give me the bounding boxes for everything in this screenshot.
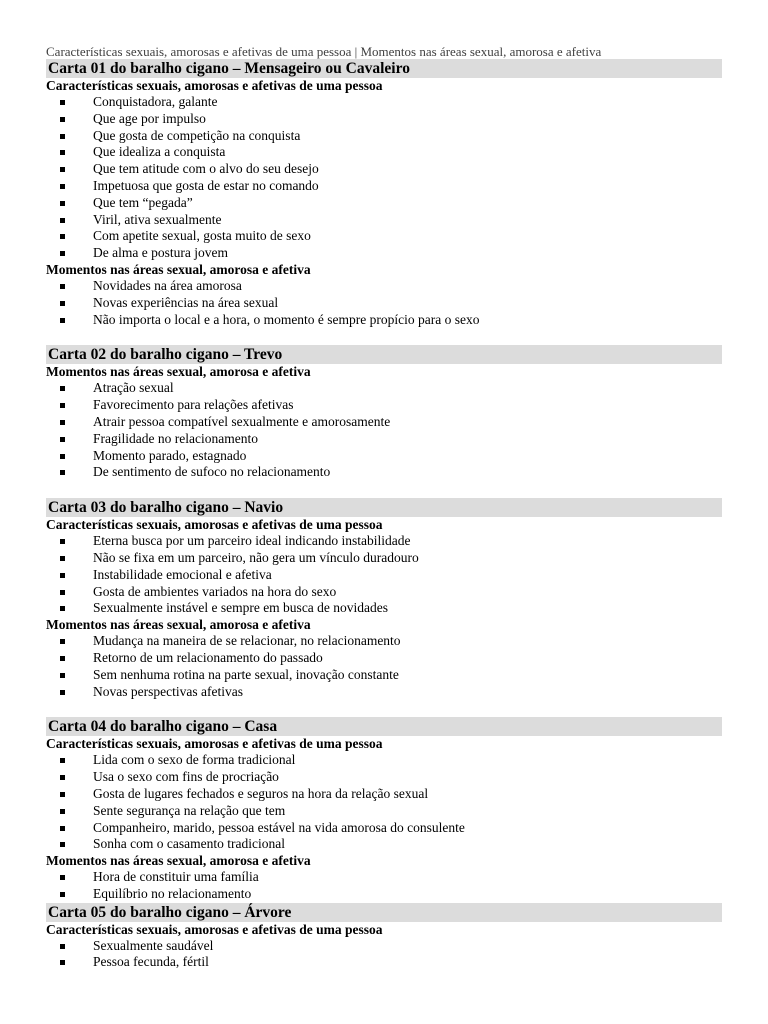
card-section — [46, 903, 722, 972]
card-title: Carta 04 do baralho cigano – Casa — [46, 717, 722, 736]
section-heading: Momentos nas áreas sexual, amorosa e afetiva — [46, 617, 311, 633]
bullet-list — [46, 94, 722, 262]
card-section — [46, 345, 722, 481]
list-item — [46, 938, 722, 955]
section-heading: Características sexuais, amorosas e afetivas de uma pessoa — [46, 517, 383, 533]
list-item-text: Não importa o local e a hora, o momento é sempre propício para o sexo — [93, 311, 480, 327]
square-bullet-icon — [60, 470, 65, 475]
bullet-list — [46, 752, 722, 853]
list-item — [46, 278, 722, 295]
list-item — [46, 464, 722, 481]
list-item-text: Impetuosa que gosta de estar no comando — [93, 177, 319, 193]
list-item — [46, 633, 722, 650]
list-item — [46, 128, 722, 145]
list-item — [46, 195, 722, 212]
square-bullet-icon — [60, 842, 65, 847]
list-item — [46, 820, 722, 837]
bullet-list — [46, 278, 722, 328]
list-item-text: Que idealiza a conquista — [93, 144, 226, 160]
square-bullet-icon — [60, 809, 65, 814]
card-title: Carta 05 do baralho cigano – Árvore — [46, 903, 722, 922]
list-item — [46, 414, 722, 431]
square-bullet-icon — [60, 318, 65, 323]
square-bullet-icon — [60, 403, 65, 408]
section-heading: Características sexuais, amorosas e afetivas de uma pessoa — [46, 736, 383, 752]
square-bullet-icon — [60, 284, 65, 289]
list-item — [46, 94, 722, 111]
square-bullet-icon — [60, 150, 65, 155]
list-item-text: Conquistadora, galante — [93, 94, 218, 109]
bullet-list — [46, 633, 722, 700]
list-item-text: De sentimento de sufoco no relacionamento — [93, 464, 331, 480]
list-item-text: Companheiro, marido, pessoa estável na vida amorosa do consulente — [93, 819, 465, 835]
list-item — [46, 684, 722, 701]
square-bullet-icon — [60, 656, 65, 661]
list-item — [46, 228, 722, 245]
square-bullet-icon — [60, 639, 65, 644]
square-bullet-icon — [60, 218, 65, 223]
list-item-text: Instabilidade emocional e afetiva — [93, 566, 272, 582]
list-item-text: Novas experiências na área sexual — [93, 294, 279, 310]
square-bullet-icon — [60, 792, 65, 797]
list-item — [46, 752, 722, 769]
list-item-text: Sexualmente saudável — [93, 937, 214, 953]
square-bullet-icon — [60, 960, 65, 965]
square-bullet-icon — [60, 100, 65, 105]
list-item-text: Novas perspectivas afetivas — [93, 683, 243, 699]
list-item-text: Que tem atitude com o alvo do seu desejo — [93, 161, 319, 177]
list-item-text: Novidades na área amorosa — [93, 277, 242, 293]
square-bullet-icon — [60, 437, 65, 442]
list-item-text: Que tem “pegada” — [93, 194, 193, 210]
list-item — [46, 245, 722, 262]
square-bullet-icon — [60, 758, 65, 763]
square-bullet-icon — [60, 117, 65, 122]
document-page — [46, 44, 722, 971]
list-item — [46, 550, 722, 567]
square-bullet-icon — [60, 201, 65, 206]
list-item — [46, 869, 722, 886]
section-heading: Momentos nas áreas sexual, amorosa e afetiva — [46, 853, 311, 869]
square-bullet-icon — [60, 690, 65, 695]
card-section — [46, 498, 722, 700]
list-item — [46, 380, 722, 397]
list-item-text: Que gosta de competição na conquista — [93, 127, 301, 143]
list-item-text: Gosta de ambientes variados na hora do sexo — [93, 583, 337, 599]
square-bullet-icon — [60, 301, 65, 306]
list-item-text: Hora de constituir uma família — [93, 869, 259, 885]
list-item — [46, 650, 722, 667]
list-item — [46, 567, 722, 584]
square-bullet-icon — [60, 184, 65, 189]
card-title: Carta 03 do baralho cigano – Navio — [46, 498, 722, 517]
square-bullet-icon — [60, 234, 65, 239]
list-item — [46, 111, 722, 128]
list-item-text: Sexualmente instável e sempre em busca de novidades — [93, 600, 389, 616]
list-item — [46, 600, 722, 617]
list-item-text: Viril, ativa sexualmente — [93, 211, 222, 227]
square-bullet-icon — [60, 673, 65, 678]
list-item — [46, 431, 722, 448]
list-item — [46, 584, 722, 601]
section-heading: Momentos nas áreas sexual, amorosa e afetiva — [46, 261, 311, 277]
list-item-text: Com apetite sexual, gosta muito de sexo — [93, 228, 311, 244]
list-item — [46, 312, 722, 329]
list-item — [46, 786, 722, 803]
square-bullet-icon — [60, 556, 65, 561]
square-bullet-icon — [60, 454, 65, 459]
list-item-text: Sonha com o casamento tradicional — [93, 836, 285, 852]
square-bullet-icon — [60, 134, 65, 139]
list-item-text: Que age por impulso — [93, 110, 206, 126]
running-header: Características sexuais, amorosas e afetivas de uma pessoa | Momentos nas áreas sexual, amorosa e afetiva — [46, 44, 602, 59]
list-item-text: Gosta de lugares fechados e seguros na hora da relação sexual — [93, 785, 429, 801]
list-item-text: Lida com o sexo de forma tradicional — [93, 752, 296, 768]
list-item — [46, 667, 722, 684]
square-bullet-icon — [60, 167, 65, 172]
list-item-text: Eterna busca por um parceiro ideal indicando instabilidade — [93, 533, 411, 549]
list-item-text: Equilíbrio no relacionamento — [93, 885, 252, 901]
card-section — [46, 717, 722, 902]
square-bullet-icon — [60, 892, 65, 897]
list-item — [46, 448, 722, 465]
bullet-list — [46, 380, 722, 481]
bullet-list — [46, 938, 722, 972]
card-title: Carta 02 do baralho cigano – Trevo — [46, 345, 722, 364]
square-bullet-icon — [60, 386, 65, 391]
list-item-text: Mudança na maneira de se relacionar, no relacionamento — [93, 633, 401, 649]
card-list — [46, 59, 722, 971]
list-item — [46, 769, 722, 786]
section-heading: Características sexuais, amorosas e afetivas de uma pessoa — [46, 921, 383, 937]
square-bullet-icon — [60, 875, 65, 880]
square-bullet-icon — [60, 775, 65, 780]
list-item — [46, 295, 722, 312]
bullet-list — [46, 533, 722, 617]
section-heading: Características sexuais, amorosas e afetivas de uma pessoa — [46, 78, 383, 93]
list-item — [46, 886, 722, 903]
list-item-text: Momento parado, estagnado — [93, 447, 247, 463]
list-item — [46, 178, 722, 195]
list-item-text: Usa o sexo com fins de procriação — [93, 769, 279, 785]
square-bullet-icon — [60, 251, 65, 256]
square-bullet-icon — [60, 573, 65, 578]
list-item-text: Atrair pessoa compatível sexualmente e amorosamente — [93, 413, 391, 429]
list-item — [46, 397, 722, 414]
list-item — [46, 533, 722, 550]
list-item-text: De alma e postura jovem — [93, 245, 228, 261]
list-item — [46, 803, 722, 820]
square-bullet-icon — [60, 826, 65, 831]
list-item-text: Sem nenhuma rotina na parte sexual, inovação constante — [93, 666, 399, 682]
square-bullet-icon — [60, 590, 65, 595]
bullet-list — [46, 869, 722, 903]
list-item-text: Atração sexual — [93, 380, 174, 396]
square-bullet-icon — [60, 539, 65, 544]
card-section — [46, 59, 722, 328]
list-item-text: Favorecimento para relações afetivas — [93, 397, 294, 413]
square-bullet-icon — [60, 606, 65, 611]
list-item — [46, 954, 722, 971]
list-item — [46, 836, 722, 853]
list-item-text: Não se fixa em um parceiro, não gera um vínculo duradouro — [93, 549, 419, 565]
list-item-text: Fragilidade no relacionamento — [93, 430, 258, 446]
list-item — [46, 144, 722, 161]
list-item-text: Pessoa fecunda, fértil — [93, 954, 209, 970]
list-item-text: Retorno de um relacionamento do passado — [93, 649, 323, 665]
list-item-text: Sente segurança na relação que tem — [93, 802, 286, 818]
list-item — [46, 212, 722, 229]
square-bullet-icon — [60, 420, 65, 425]
list-item — [46, 161, 722, 178]
square-bullet-icon — [60, 944, 65, 949]
section-heading: Momentos nas áreas sexual, amorosa e afetiva — [46, 364, 311, 380]
card-title: Carta 01 do baralho cigano – Mensageiro ou Cavaleiro — [46, 59, 722, 78]
